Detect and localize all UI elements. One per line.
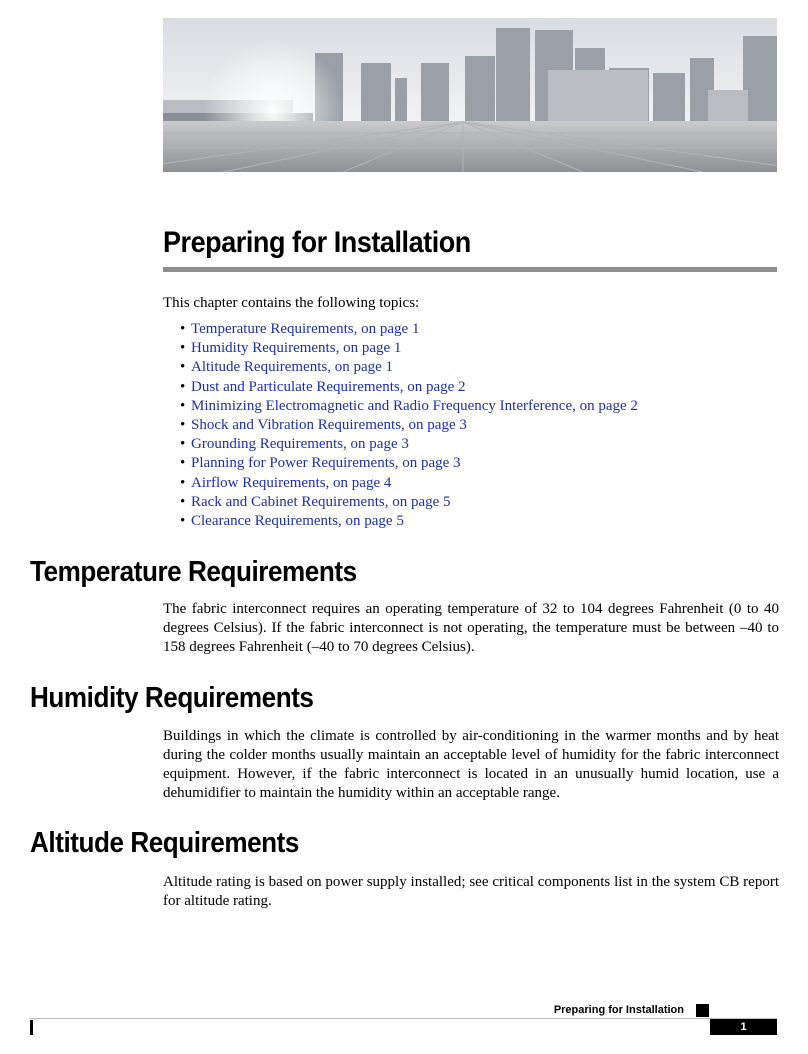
temperature-body: The fabric interconnect requires an operating temperature of 32 to 104 degrees Fahrenheit (0 to 40 degrees Celsius). If the fabric interconnect is not operating, the temperature must be between –40 to 158 degrees Fahrenheit (–40 to 70 degrees Celsius). — [163, 601, 779, 655]
topic-link[interactable]: Dust and Particulate Requirements, on page 2 — [191, 378, 466, 395]
bullet: • — [180, 455, 186, 472]
footer-rule — [30, 1018, 777, 1019]
topic-link[interactable]: Altitude Requirements, on page 1 — [191, 359, 394, 376]
topic-link[interactable]: Rack and Cabinet Requirements, on page 5 — [191, 493, 451, 510]
banner-image — [163, 18, 777, 172]
humidity-heading: Humidity Requirements — [30, 682, 314, 714]
altitude-body: Altitude rating is based on power supply installed; see critical components list in the system CB report for altitude rating. — [163, 874, 779, 909]
bullet: • — [180, 359, 186, 376]
topic-link[interactable]: Shock and Vibration Requirements, on page 3 — [191, 416, 467, 433]
topic-link[interactable]: Humidity Requirements, on page 1 — [191, 340, 402, 357]
footer-left-bar — [30, 1020, 33, 1035]
list-item — [180, 493, 638, 512]
title-rule — [163, 267, 777, 272]
topic-link[interactable]: Grounding Requirements, on page 3 — [191, 436, 409, 453]
topic-link[interactable]: Temperature Requirements, on page 1 — [191, 321, 420, 337]
list-item — [180, 454, 638, 473]
bullet: • — [180, 397, 186, 414]
topic-link[interactable]: Airflow Requirements, on page 4 — [191, 474, 392, 491]
list-item — [180, 320, 638, 339]
bullet: • — [180, 474, 186, 491]
list-item — [180, 397, 638, 416]
bullet: • — [180, 321, 186, 337]
bullet: • — [180, 493, 186, 510]
topic-link[interactable]: Clearance Requirements, on page 5 — [191, 512, 404, 529]
bullet: • — [180, 340, 186, 357]
altitude-heading: Altitude Requirements — [30, 827, 299, 859]
list-item — [180, 358, 638, 377]
bullet: • — [180, 378, 186, 395]
footer-marker — [696, 1004, 709, 1017]
bullet: • — [180, 416, 186, 433]
bullet: • — [180, 512, 186, 529]
topic-link[interactable]: Planning for Power Requirements, on page 3 — [191, 455, 461, 472]
page-number: 1 — [710, 1019, 777, 1035]
chapter-title: Preparing for Installation — [163, 226, 471, 259]
temperature-heading: Temperature Requirements — [30, 556, 357, 588]
list-item — [180, 416, 638, 435]
list-item — [180, 474, 638, 493]
footer-chapter-title: Preparing for Installation — [553, 1004, 684, 1016]
topic-link[interactable]: Minimizing Electromagnetic and Radio Frequency Interference, on page 2 — [191, 397, 638, 414]
list-item — [180, 339, 638, 358]
chapter-intro: This chapter contains the following topics: — [163, 295, 420, 311]
list-item — [180, 378, 638, 397]
bullet: • — [180, 436, 186, 453]
list-item — [180, 435, 638, 454]
humidity-body: Buildings in which the climate is controlled by air-conditioning in the warmer months and by heat during the colder months usually maintain an acceptable level of humidity for the fabric interconnect equipment. However, if the fabric interconnect is located in an unusually humid location, use a dehumidifier to maintain the humidity within an acceptable range. — [163, 728, 779, 801]
topic-list — [180, 320, 638, 531]
list-item — [180, 512, 638, 531]
